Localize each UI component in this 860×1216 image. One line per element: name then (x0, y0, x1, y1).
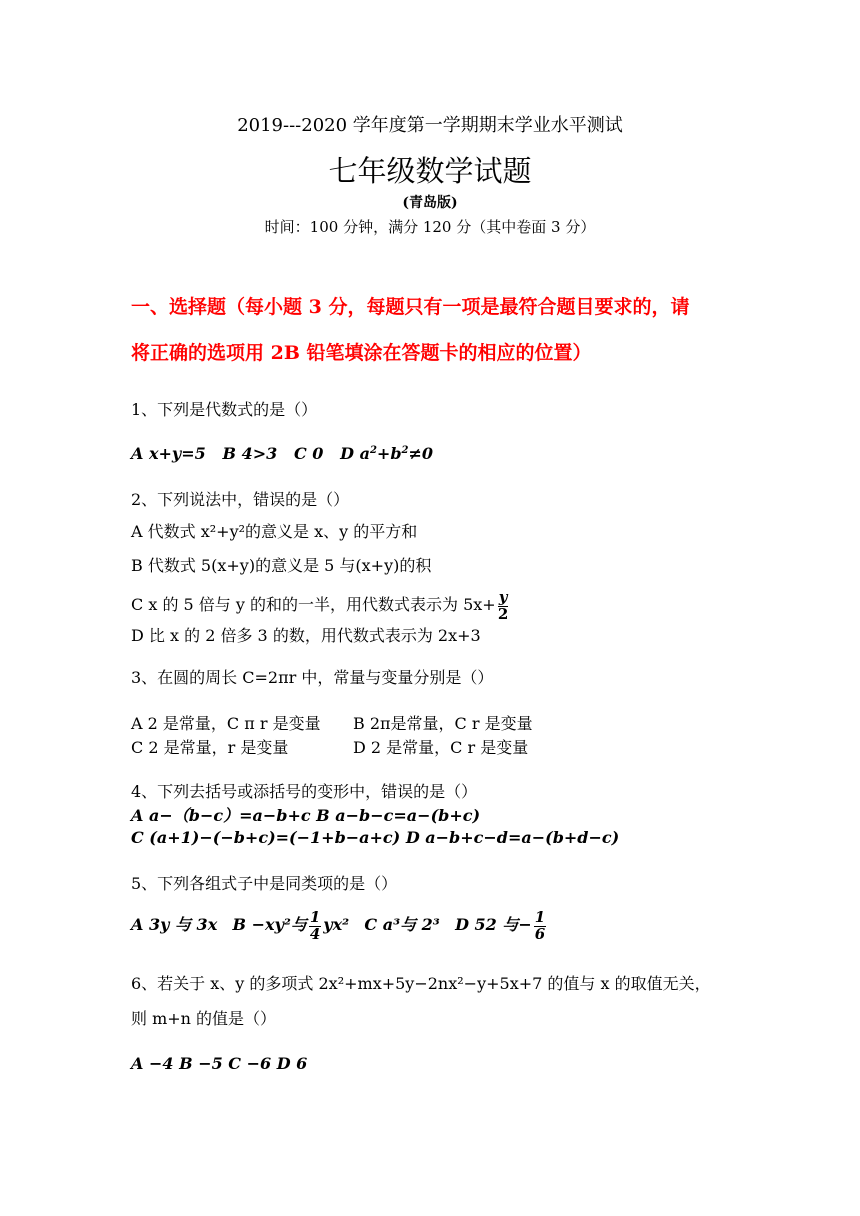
q6-options: A −4 B −5 C −6 D 6 (131, 1054, 308, 1073)
q4-stem: 4、下列去括号或添括号的变形中，错误的是（） (131, 782, 478, 801)
exam-title: 七年级数学试题 (328, 154, 532, 188)
section1-heading-line2: 将正确的选项用 2B 铅笔填涂在答题卡的相应的位置） (131, 342, 592, 364)
q5-options (131, 905, 548, 945)
edition-label: (青岛版) (402, 195, 458, 211)
q1-option-b: B 4>3 (222, 444, 278, 463)
q3-option-a: A 2 是常量，C π r 是变量 (131, 714, 321, 733)
term-title: 2019---2020 学年度第一学期期末学业水平测试 (237, 115, 623, 136)
q4-options-cd: C (a+1)−(−b+c)=(−1+b−a+c) D a−b+c−d=a−(b+d−c) (131, 828, 620, 847)
q5-option-d: D 52 与− $\frac{1}{6}$ (455, 907, 546, 943)
q1-stem: 1、下列是代数式的是（） (131, 400, 318, 419)
q6-stem-line2: 则 m+n 的值是（） (131, 1009, 277, 1028)
q2-option-d: D 比 x 的 2 倍多 3 的数，用代数式表示为 2x+3 (131, 626, 481, 645)
q3-option-b: B 2π是常量，C r 是变量 (353, 714, 533, 733)
q2-fraction: $\frac{y}{2}$ (497, 587, 509, 623)
q2-stem: 2、下列说法中，错误的是（） (131, 490, 350, 509)
q2-option-c: C x 的 5 倍与 y 的和的一半，用代数式表示为 5x+ $\frac{y}{2}$ (131, 587, 509, 623)
q1-options (131, 446, 433, 462)
q5-option-b: B −xy²与 $\frac{1}{4}$ yx² (232, 907, 350, 943)
q5-stem: 5、下列各组式子中是同类项的是（） (131, 874, 398, 893)
q3-stem: 3、在圆的周长 C=2πr 中，常量与变量分别是（） (131, 668, 494, 687)
q5-option-a: A 3y 与 3x (131, 915, 218, 934)
q6-stem-line1: 6、若关于 x、y 的多项式 2x²+mx+5y−2nx²−y+5x+7 的值与 x 的取值无关， (131, 974, 711, 993)
q1-option-a: A x+y=5 (131, 444, 206, 463)
q2-option-a: A 代数式 x²+y²的意义是 x、y 的平方和 (131, 522, 418, 541)
q5-option-c: C a³与 2³ (364, 915, 440, 934)
q2-option-b: B 代数式 5(x+y)的意义是 5 与(x+y)的积 (131, 556, 432, 575)
q3-option-c: C 2 是常量，r 是变量 (131, 738, 289, 757)
time-info: 时间：100 分钟，满分 120 分（其中卷面 3 分） (264, 218, 596, 236)
section1-heading-line1: 一、选择题（每小题 3 分，每题只有一项是最符合题目要求的，请 (131, 296, 690, 318)
q5-fraction-b: $\frac{1}{4}$ (309, 907, 321, 943)
q1-option-d: D $a^2+b^2\ne 0$ (340, 444, 434, 463)
q4-options-ab: A a−（b−c）=a−b+c B a−b−c=a−(b+c) (131, 806, 481, 825)
q1-option-c: C 0 (293, 444, 324, 463)
q5-fraction-d: $\frac{1}{6}$ (534, 907, 546, 943)
q3-option-d: D 2 是常量，C r 是变量 (353, 738, 529, 757)
